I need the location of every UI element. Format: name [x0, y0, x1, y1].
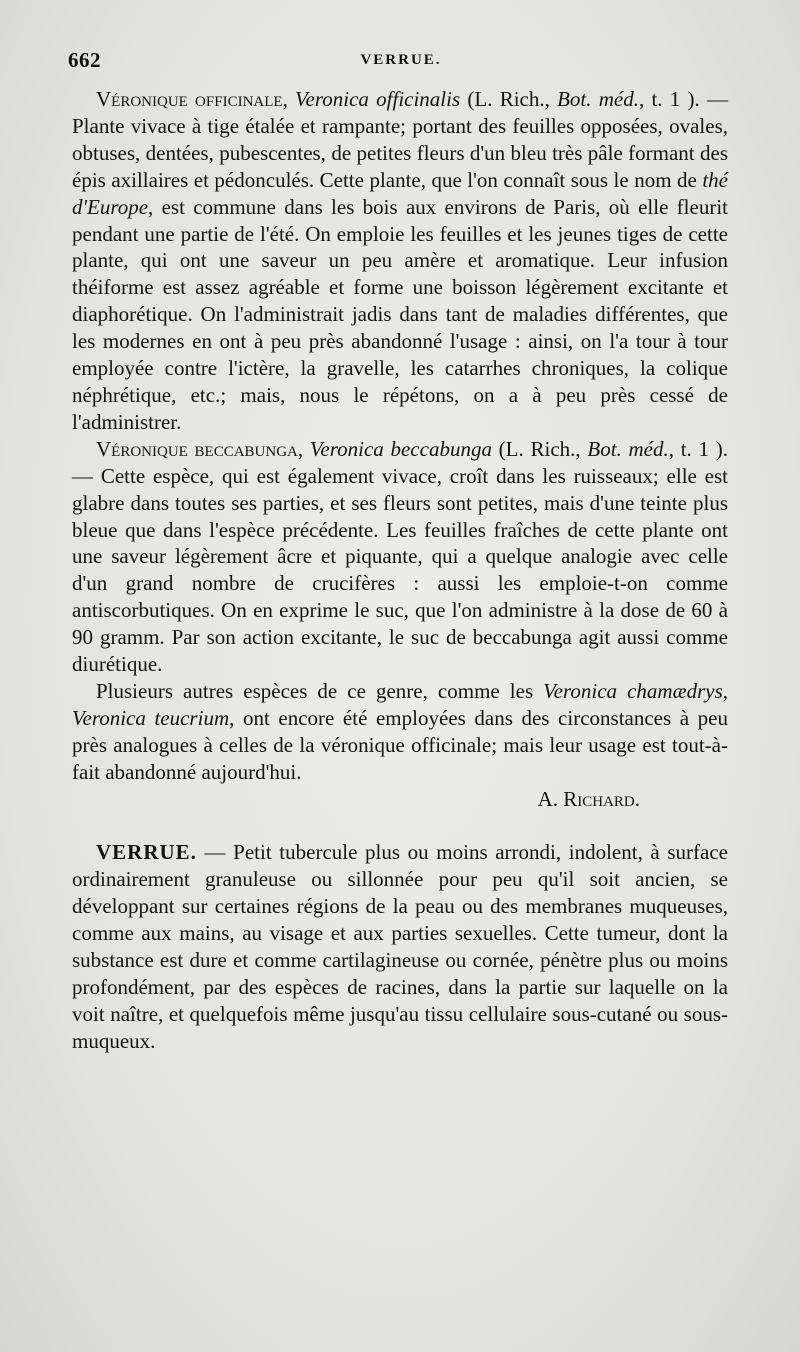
latin-name: Veronica teucrium [72, 705, 230, 730]
reference-open: (L. Rich., [491, 436, 588, 461]
punctuation: , [297, 436, 310, 461]
entry-autres-especes [72, 678, 728, 786]
entry-name: Véronique beccabunga [96, 436, 298, 461]
reference-title: Bot. méd. [587, 436, 669, 461]
entry-verrue [72, 839, 728, 1054]
entry-heading: VERRUE. [96, 840, 197, 865]
reference-open: (L. Rich., [460, 87, 558, 111]
entry-text: , t. 1 ). — Plante vivace à tige étalée et rampante; portant des feuilles opposées, ovales, obtuses, dentées, pubescentes, de petites fleurs d'un bleu très pâle formant des épis axillaires et pédonculés. Cette plante, que l'on connaît sous le nom de [72, 87, 728, 192]
latin-name: Veronica beccabunga [309, 436, 492, 461]
page-body [72, 86, 728, 1055]
entry-name: Véronique officinale [96, 87, 283, 111]
common-name: thé d'Europe [72, 167, 728, 219]
page-header [68, 48, 728, 76]
latin-name: Veronica chamædrys [543, 678, 723, 703]
entry-text: , est commune dans les bois aux environs de Paris, où elle fleurit pendant une partie de l'été. On emploie les feuilles et les jeunes tiges de cette plante, qui ont une saveur un peu amère et aromatique. Leur infusion théiforme est assez agréable et forme une boisson légèrement excitante et diaphorétique. On l'administrait jadis dans tant de maladies différentes, que les modernes en ont à peu près abandonné l'usage : ainsi, on l'a tour à tour employée contre l'ictère, la gravelle, les catarrhes chroniques, la colique néphrétique, etc.; mais, nous le répétons, on a à peu près cessé de l'administrer. [72, 194, 728, 434]
entry-text: , ont encore été employées dans des circonstances à peu près analogues à celles de la véronique officinale; mais leur usage est tout-à-fait abandonné aujourd'hui. [72, 705, 728, 784]
latin-name: Veronica officinalis [295, 87, 461, 111]
entry-veronique-officinale [72, 86, 728, 436]
section-gap [72, 812, 728, 839]
entry-text: — Petit tubercule plus ou moins arrondi, indolent, à surface ordinairement granuleuse ou sillonnée pour peu qu'il soit ancien, se développant sur certaines régions de la peau ou des membranes muqueuses, comme aux mains, au visage et aux parties sexuelles. Cette tumeur, dont la substance est dure et comme cartilagineuse ou cornée, pénètre plus ou moins profondément, par des espèces de racines, dans la partie sur laquelle on la voit naître, et quelquefois même jusqu'au tissu cellulaire sous-cutané ou sous-muqueux. [72, 840, 728, 1053]
punctuation: , [722, 678, 729, 703]
entry-veronique-beccabunga [72, 436, 728, 678]
entry-text: , t. 1 ). — Cette espèce, qui est également vivace, croît dans les ruisseaux; elle est glabre dans toutes ses parties, et ses fleurs sont petites, mais d'une teinte plus bleue que dans l'espèce précédente. Les feuilles fraîches de cette plante ont une saveur légèrement âcre et piquante, qui a quelque analogie avec celle d'un grand nombre de crucifères : aussi les emploie-t-on comme antiscorbutiques. On en exprime le suc, que l'on administre à la dose de 60 à 90 gramm. Par son action excitante, le suc de beccabunga agit aussi comme diurétique. [72, 436, 729, 677]
entry-text: Plusieurs autres espèces de ce genre, comme les [96, 678, 544, 703]
author-signature [72, 786, 728, 813]
page-number: 662 [68, 48, 101, 72]
punctuation: , [282, 87, 296, 111]
author-initial: A. [537, 786, 564, 811]
running-head: VERRUE. [360, 52, 442, 68]
reference-title: Bot. méd. [557, 87, 639, 111]
author-name: Richard. [563, 786, 640, 811]
